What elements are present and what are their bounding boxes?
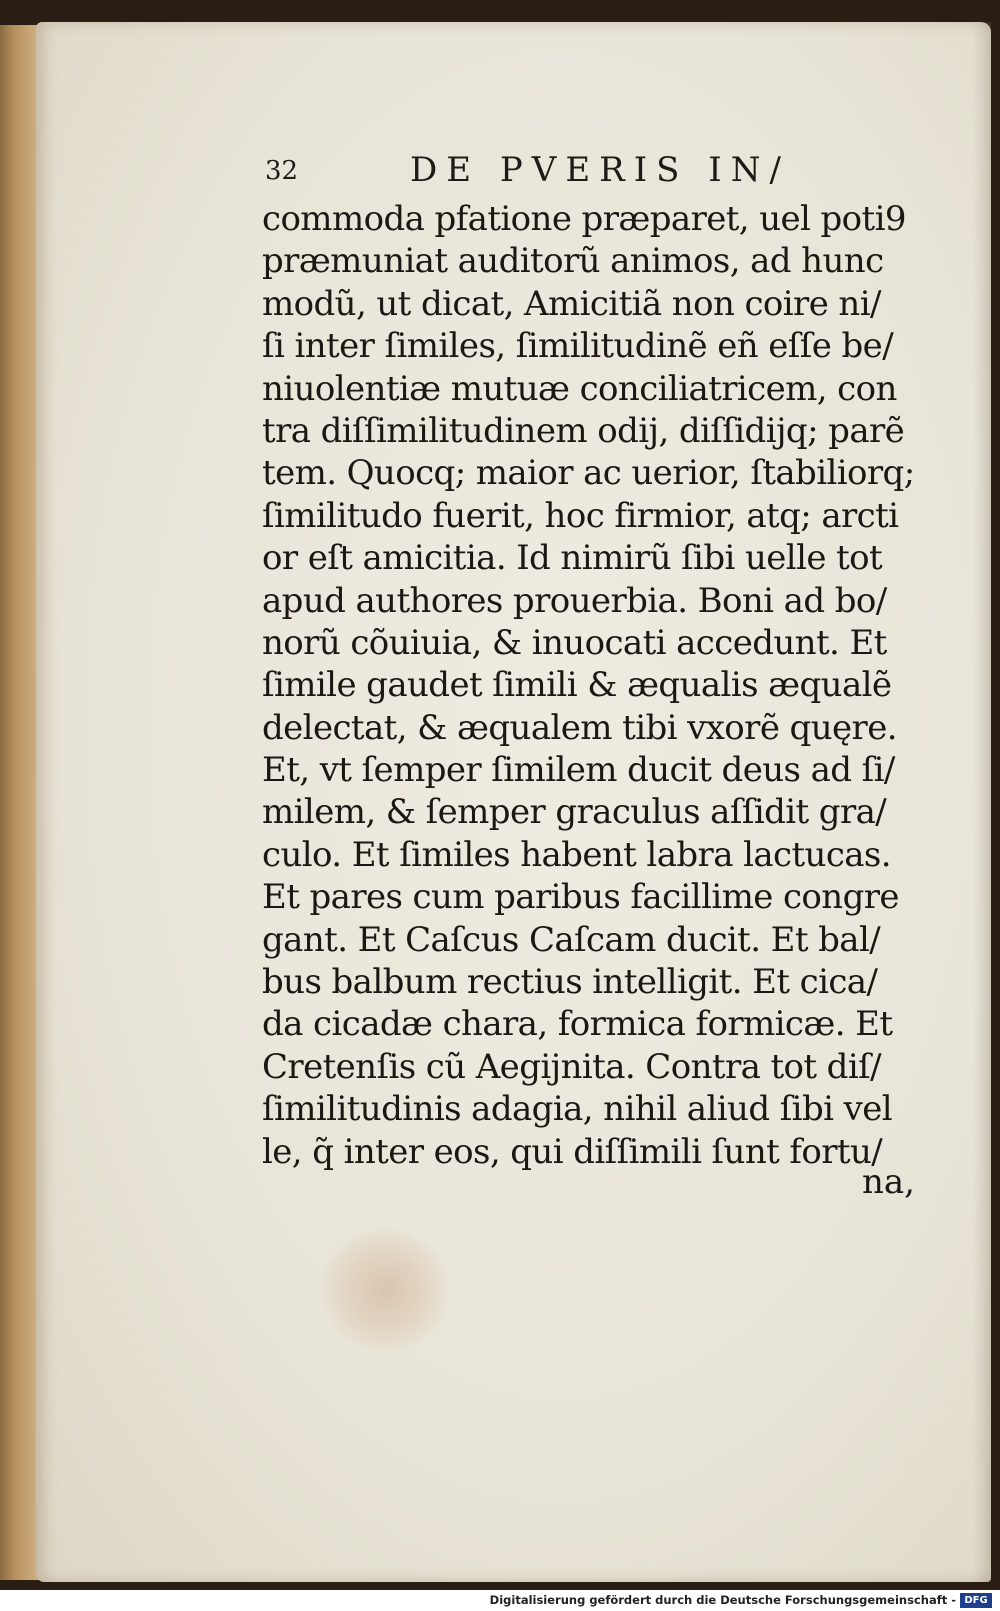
- text-line: or eſt amicitia. Id nimirũ ſibi uelle tot: [262, 538, 883, 579]
- text-line: gant. Et Caſcus Caſcam ducit. Et bal/: [262, 919, 881, 960]
- text-line: milem, & ſemper graculus aſſidit gra/: [262, 792, 887, 833]
- text-line: Et pares cum paribus facillime congre: [262, 877, 899, 918]
- dfg-logo: DFG: [960, 1593, 992, 1608]
- text-line: ſimilitudinis adagia, nihil aliud ſibi vel: [262, 1089, 892, 1130]
- catchword: na,: [862, 1162, 915, 1202]
- text-line: le, q̃ inter eos, qui diſſimili ſunt fortu/: [262, 1131, 883, 1172]
- text-line: Et, vt ſemper ſimilem ducit deus ad ſi/: [262, 750, 895, 791]
- text-line: delectat, & æqualem tibi vxorẽ quęre.: [262, 707, 897, 748]
- text-line: tem. Quocq; maior ac uerior, ſtabiliorq;: [262, 453, 915, 494]
- text-line: ſi inter ſimiles, ſimilitudinẽ eñ eſſe be/: [262, 326, 894, 367]
- text-line: da cicadæ chara, formica formicæ. Et: [262, 1004, 893, 1045]
- text-line: norũ cõuiuia, & inuocati accedunt. Et: [262, 622, 887, 663]
- text-line: Cretenſis cũ Aegijnita. Contra tot diſ/: [262, 1046, 881, 1087]
- text-line: ſimile gaudet ſimili & æqualis æqualẽ: [262, 665, 892, 706]
- text-line: bus balbum rectius intelligit. Et cica/: [262, 962, 878, 1003]
- text-line: modũ, ut dicat, Amicitiã non coire ni/: [262, 283, 881, 324]
- page-edge-shadow: [973, 22, 991, 1582]
- text-line: tra diſſimilitudinem odij, diſſidijq; parẽ: [262, 410, 905, 451]
- folio-number: 32: [265, 156, 299, 186]
- text-line: niuolentiæ mutuæ conciliatricem, con: [262, 368, 897, 409]
- text-line: apud authores prouerbia. Boni ad bo/: [262, 580, 887, 621]
- text-line: ſimilitudo fuerit, hoc firmior, atq; arcti: [262, 495, 899, 536]
- running-head: DE PVERIS IN/: [410, 150, 790, 190]
- text-block: [262, 198, 922, 1173]
- text-line: culo. Et ſimiles habent labra lactucas.: [262, 834, 891, 875]
- paper-stain: [320, 1230, 450, 1350]
- digitization-credit: Digitalisierung gefördert durch die Deutsche Forschungsgemeinschaft -: [489, 1593, 956, 1607]
- page-header: [265, 152, 905, 192]
- text-line: præmuniat auditorũ animos, ad hunc: [262, 241, 884, 282]
- text-line: commoda pfatione præparet, uel poti9: [262, 199, 906, 239]
